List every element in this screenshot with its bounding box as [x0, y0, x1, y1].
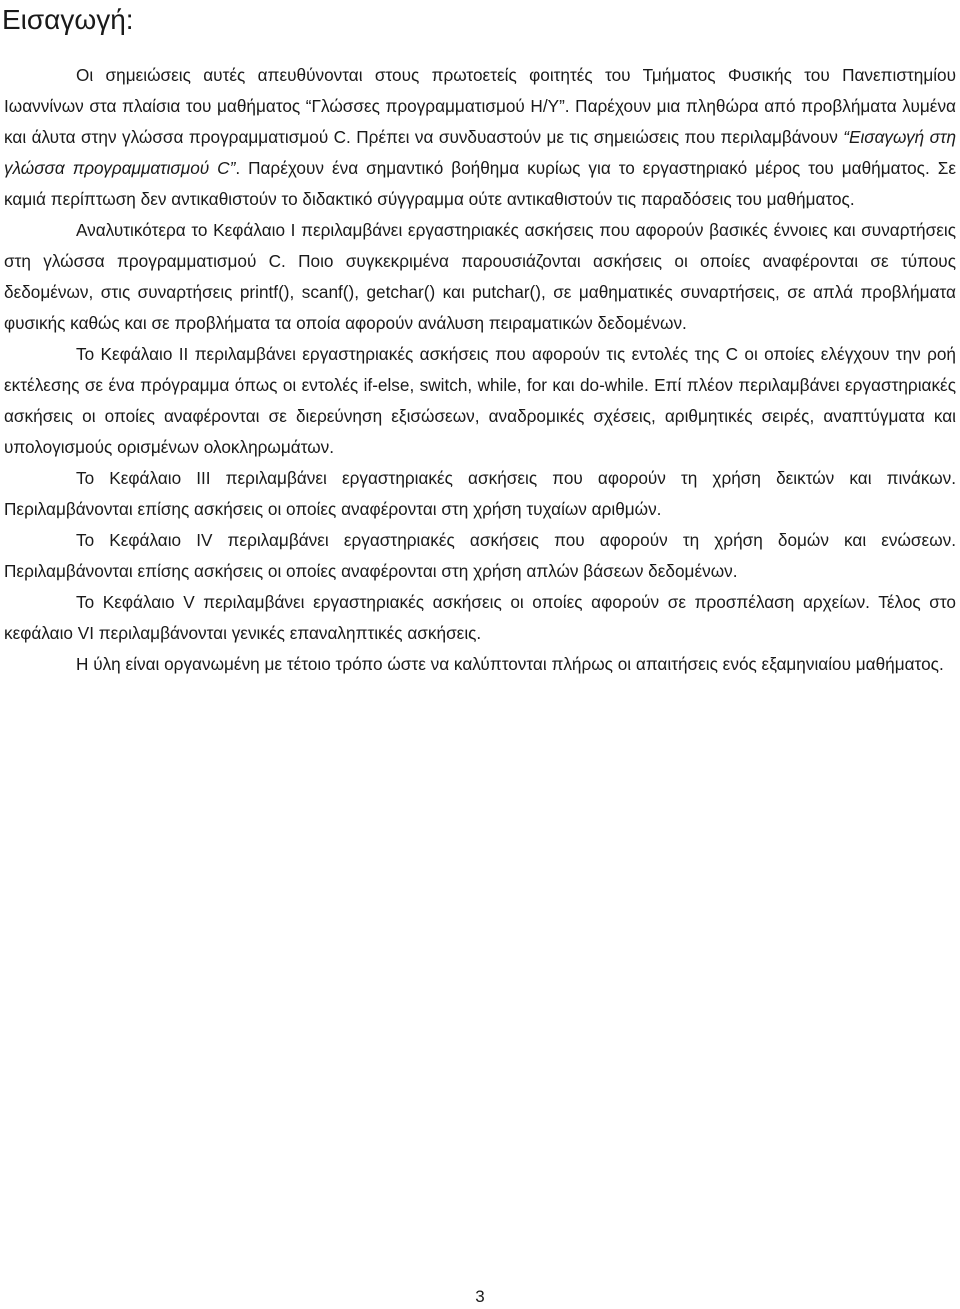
paragraph-chapter-5-6: Το Κεφάλαιο V περιλαμβάνει εργαστηριακές ασκήσεις οι οποίες αφορούν σε προσπέλαση αρχείων. Τέλος στο κεφάλαιο VI περιλαμβάνονται γενικές επαναληπτικές ασκήσεις.: [4, 592, 956, 643]
paragraph-chapter-1: Αναλυτικότερα το Κεφάλαιο Ι περιλαμβάνει εργαστηριακές ασκήσεις που αφορούν βασικές έννοιες και συναρτήσεις στη γλώσσα προγραμματισμού C. Ποιο συγκεκριμένα παρουσιάζονται ασκήσεις οι οποίες αναφέρονται σε τύπους δεδομένων, στις συναρτήσεις printf(), scanf(), getchar() και putchar(), σε μαθηματικές συναρτήσεις, σε απλά προβλήματα φυσικής καθώς και σε προβλήματα τα οποία αφορούν ανάλυση πειραματικών δεδομένων.: [4, 220, 956, 333]
paragraph-chapter-2: Το Κεφάλαιο ΙΙ περιλαμβάνει εργαστηριακές ασκήσεις που αφορούν τις εντολές της C οι οποίες ελέγχουν την ροή εκτέλεσης σε ένα πρόγραμμα όπως οι εντολές if-else, switch, while, for και do-while. Επί πλέον περιλαμβάνει εργαστηριακές ασκήσεις οι οποίες αναφέρονται σε διερεύνηση εξισώσεων, αναδρομικές σχέσεις, αριθμητικές σειρές, αναπτύγματα και υπολογισμούς ορισμένων ολοκληρωμάτων.: [4, 344, 956, 457]
document-body: [4, 60, 956, 680]
paragraph-intro: [4, 60, 956, 215]
paragraph-chapter-4: Το Κεφάλαιο IV περιλαμβάνει εργαστηριακές ασκήσεις που αφορούν τη χρήση δομών και ενώσεων. Περιλαμβάνονται επίσης ασκήσεις οι οποίες αναφέρονται στη χρήση απλών βάσεων δεδομένων.: [4, 530, 956, 581]
paragraph-scope: Η ύλη είναι οργανωμένη με τέτοιο τρόπο ώστε να καλύπτονται πλήρως οι απαιτήσεις ενός εξαμηνιαίου μαθήματος.: [76, 654, 944, 674]
paragraph-chapter-3: Το Κεφάλαιο ΙΙΙ περιλαμβάνει εργαστηριακές ασκήσεις που αφορούν τη χρήση δεικτών και πινάκων. Περιλαμβάνονται επίσης ασκήσεις οι οποίες αναφέρονται στη χρήση τυχαίων αριθμών.: [4, 468, 956, 519]
referenced-notes-title: “Εισαγωγή στη γλώσσα προγραμματισμού C”: [4, 127, 956, 178]
page-title: Εισαγωγή:: [2, 4, 134, 35]
paragraph-intro-text-end: . Παρέχουν ένα σημαντικό βοήθημα κυρίως για το εργαστηριακό μέρος του μαθήματος. Σε καμιά περίπτωση δεν αντικαθιστούν το διδακτικό σύγγραμμα ούτε αντικαθιστούν τις παραδόσεις του μαθήματος.: [4, 158, 956, 209]
paragraph-intro-text-start: Οι σημειώσεις αυτές απευθύνονται στους πρωτοετείς φοιτητές του Τμήματος Φυσικής του Πανεπιστημίου Ιωαννίνων στα πλαίσια του μαθήματος “Γλώσσες προγραμματισμού Η/Υ”. Παρέχουν μια πληθώρα από προβλήματα λυμένα και άλυτα στην γλώσσα προγραμματισμού C. Πρέπει να συνδυαστούν με τις σημειώσεις που περιλαμβάνουν: [4, 65, 956, 147]
page-number: 3: [475, 1287, 485, 1306]
